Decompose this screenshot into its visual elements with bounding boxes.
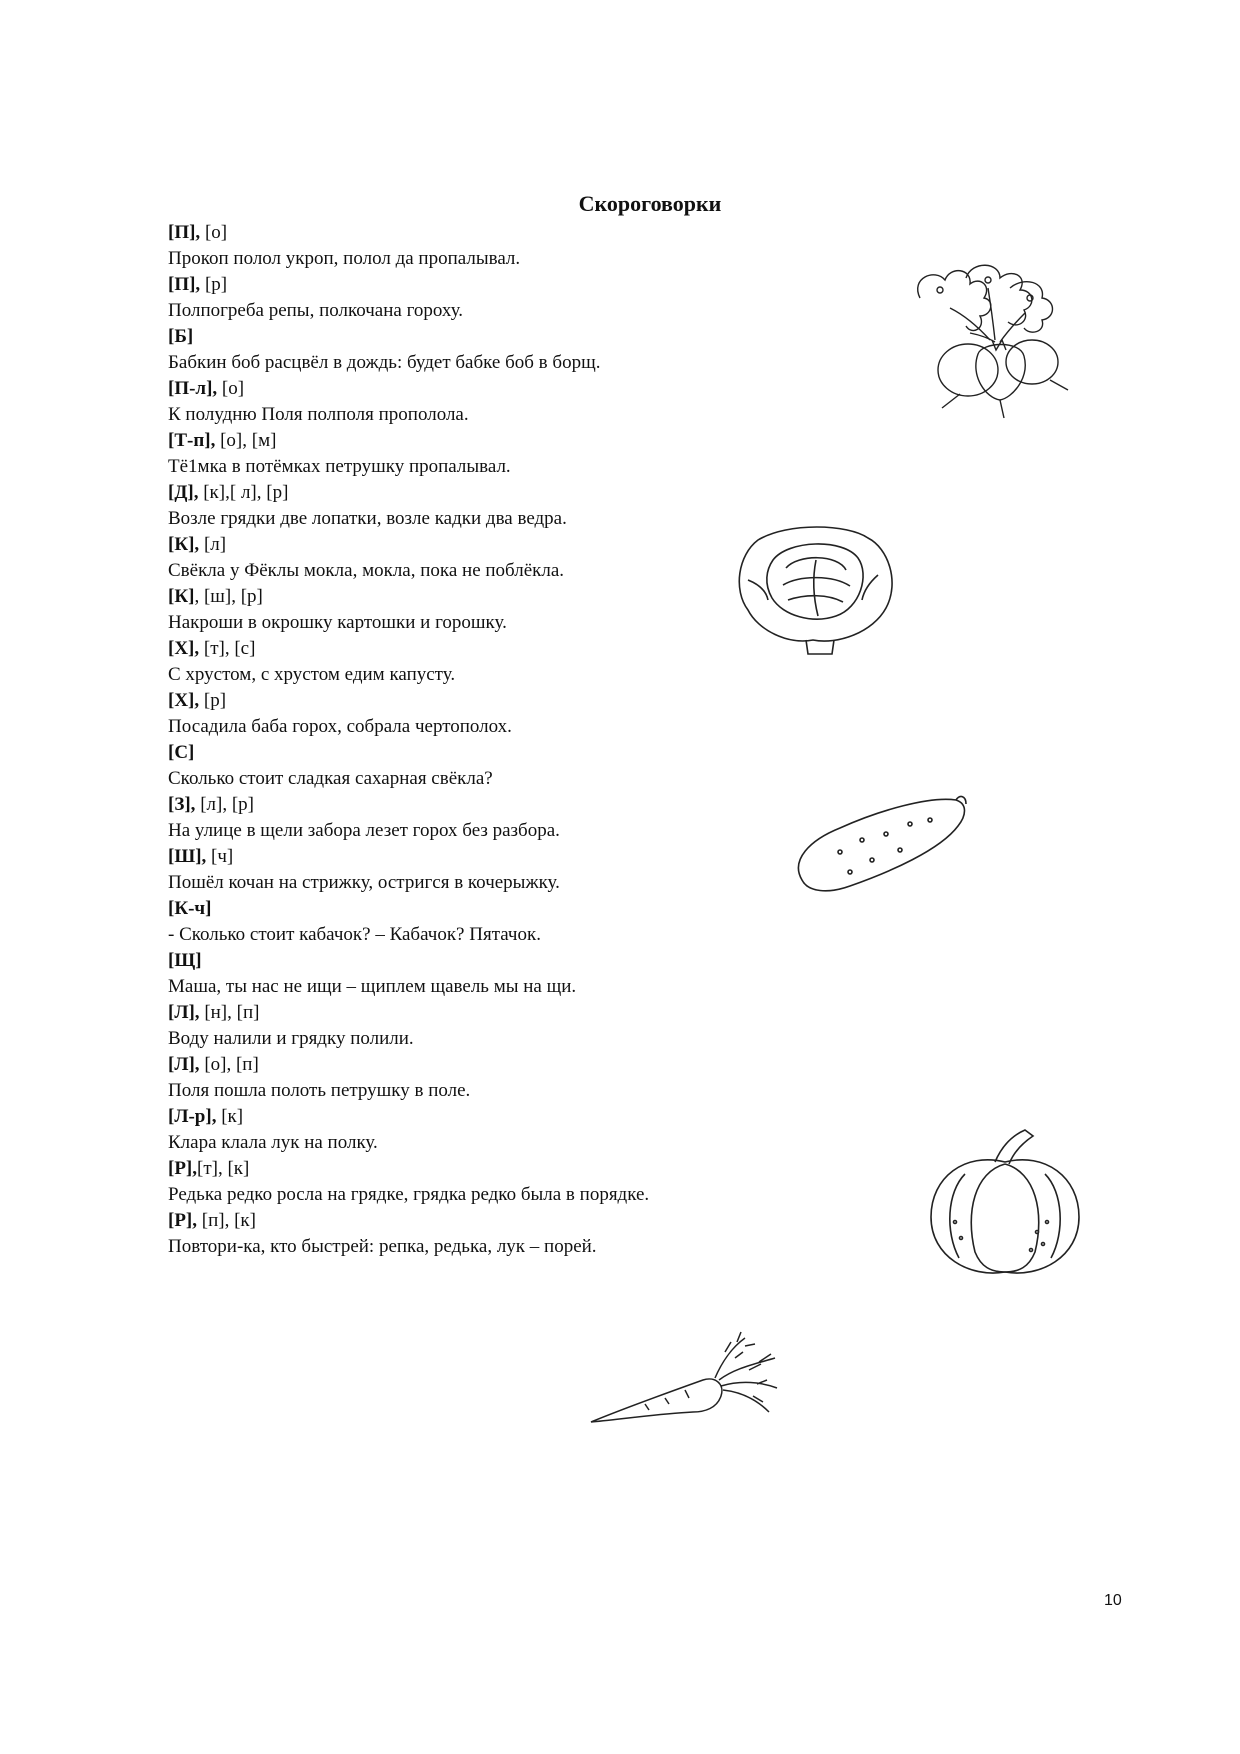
sound-marker-rest: [ч] — [206, 846, 234, 867]
sound-marker-rest: [к] — [216, 1106, 244, 1127]
sound-marker — [168, 740, 968, 766]
sound-marker — [168, 376, 968, 402]
tongue-twister-entry — [168, 1156, 968, 1208]
sound-marker-bold: [П-л], — [168, 378, 218, 399]
sound-marker-rest: , [ш], [р] — [194, 586, 263, 607]
tongue-twister-entry — [168, 1208, 968, 1260]
page-title: Скороговорки — [578, 191, 722, 216]
tongue-twister-text: Полпогреба репы, полкочана гороху. — [168, 300, 464, 321]
tongue-twister-entry — [168, 740, 968, 792]
sound-marker-bold: [Р], — [168, 1210, 198, 1231]
sound-marker-bold: [Т-п], — [168, 430, 216, 451]
tongue-twister-entry — [168, 948, 968, 1000]
carrot-illustration — [585, 1328, 785, 1428]
tongue-twister-text: Маша, ты нас не ищи – щиплем щавель мы на щи. — [168, 976, 577, 997]
sound-marker — [168, 1000, 968, 1026]
page-number: 10 — [1104, 1592, 1122, 1609]
sound-marker — [168, 1052, 968, 1078]
tongue-twister-entry — [168, 1000, 968, 1052]
tongue-twister-text: Бабкин боб расцвёл в дождь: будет бабке боб в борщ. — [168, 352, 601, 373]
pumpkin-illustration — [925, 1122, 1085, 1282]
sound-marker — [168, 688, 968, 714]
sound-marker — [168, 220, 968, 246]
sound-marker-bold: [К-ч] — [168, 898, 212, 919]
tongue-twister-text: Повтори-ка, кто быстрей: репка, редька, лук – порей. — [168, 1236, 597, 1257]
tongue-twister-text: Поля пошла полоть петрушку в поле. — [168, 1080, 471, 1101]
tongue-twister-text: Сколько стоит сладкая сахарная свёкла? — [168, 768, 493, 789]
radish-illustration — [900, 258, 1075, 423]
sound-marker-bold: [С] — [168, 742, 195, 763]
sound-marker-rest: [р] — [200, 274, 228, 295]
sound-marker-bold: [Щ] — [168, 950, 202, 971]
sound-marker-bold: [Р], — [168, 1158, 198, 1179]
sound-marker-rest: [н], [п] — [199, 1002, 260, 1023]
sound-marker — [168, 272, 968, 298]
sound-marker — [168, 1208, 968, 1234]
tongue-twister-list — [168, 220, 968, 1260]
tongue-twister-entry — [168, 428, 968, 480]
tongue-twister-entry — [168, 1052, 968, 1104]
tongue-twister-text: С хрустом, с хрустом едим капусту. — [168, 664, 456, 685]
sound-marker — [168, 428, 968, 454]
sound-marker-rest: [о] — [200, 222, 228, 243]
sound-marker-rest: [р] — [199, 690, 227, 711]
sound-marker-bold: [Х], — [168, 690, 200, 711]
sound-marker-bold: [Ш], — [168, 846, 207, 867]
tongue-twister-text: Посадила баба горох, собрала чертополох. — [168, 716, 512, 737]
tongue-twister-text: Возле грядки две лопатки, возле кадки два ведра. — [168, 508, 567, 529]
tongue-twister-text: - Сколько стоит кабачок? – Кабачок? Пятачок. — [168, 924, 541, 945]
sound-marker — [168, 324, 968, 350]
sound-marker-rest: [о], [м] — [215, 430, 277, 451]
sound-marker-bold: [Б] — [168, 326, 194, 347]
sound-marker-bold: [П], — [168, 222, 201, 243]
sound-marker — [168, 1104, 968, 1130]
tongue-twister-text: Прокоп полол укроп, полол да пропалывал. — [168, 248, 521, 269]
tongue-twister-text: Редька редко росла на грядке, грядка редко была в порядке. — [168, 1184, 650, 1205]
tongue-twister-entry — [168, 896, 968, 948]
tongue-twister-text: На улице в щели забора лезет горох без разбора. — [168, 820, 560, 841]
sound-marker-bold: [П], — [168, 274, 201, 295]
sound-marker-rest: [к],[ л], [р] — [198, 482, 289, 503]
cucumber-illustration — [790, 790, 970, 900]
sound-marker — [168, 480, 968, 506]
sound-marker — [168, 948, 968, 974]
sound-marker-rest: [л] — [199, 534, 227, 555]
cabbage-illustration — [728, 520, 903, 660]
sound-marker-rest: [о], [п] — [199, 1054, 259, 1075]
sound-marker-rest: [т], [к] — [197, 1158, 250, 1179]
tongue-twister-text: Тё1мка в потёмках петрушку пропалывал. — [168, 456, 511, 477]
tongue-twister-text: Свёкла у Фёклы мокла, мокла, пока не поблёкла. — [168, 560, 565, 581]
sound-marker-rest: [о] — [217, 378, 245, 399]
sound-marker-bold: [Х], — [168, 638, 200, 659]
tongue-twister-text: Клара клала лук на полку. — [168, 1132, 378, 1153]
tongue-twister-entry — [168, 1104, 968, 1156]
sound-marker-bold: [З], — [168, 794, 196, 815]
tongue-twister-text: Накроши в окрошку картошки и горошку. — [168, 612, 507, 633]
sound-marker-bold: [Л], — [168, 1002, 200, 1023]
sound-marker — [168, 1156, 968, 1182]
tongue-twister-text: К полудню Поля полполя прополола. — [168, 404, 469, 425]
tongue-twister-entry — [168, 688, 968, 740]
sound-marker-rest: [п], [к] — [197, 1210, 256, 1231]
tongue-twister-entry — [168, 376, 968, 428]
sound-marker-bold: [К] — [168, 586, 195, 607]
sound-marker-rest: [т], [с] — [199, 638, 256, 659]
sound-marker-bold: [Д], — [168, 482, 199, 503]
sound-marker-bold: [Л-р], — [168, 1106, 217, 1127]
tongue-twister-text: Пошёл кочан на стрижку, остригся в кочерыжку. — [168, 872, 560, 893]
tongue-twister-entry — [168, 272, 968, 324]
sound-marker-bold: [Л], — [168, 1054, 200, 1075]
tongue-twister-text: Воду налили и грядку полили. — [168, 1028, 414, 1049]
sound-marker-rest: [л], [р] — [195, 794, 254, 815]
tongue-twister-entry — [168, 220, 968, 272]
tongue-twister-entry — [168, 324, 968, 376]
sound-marker-bold: [К], — [168, 534, 200, 555]
